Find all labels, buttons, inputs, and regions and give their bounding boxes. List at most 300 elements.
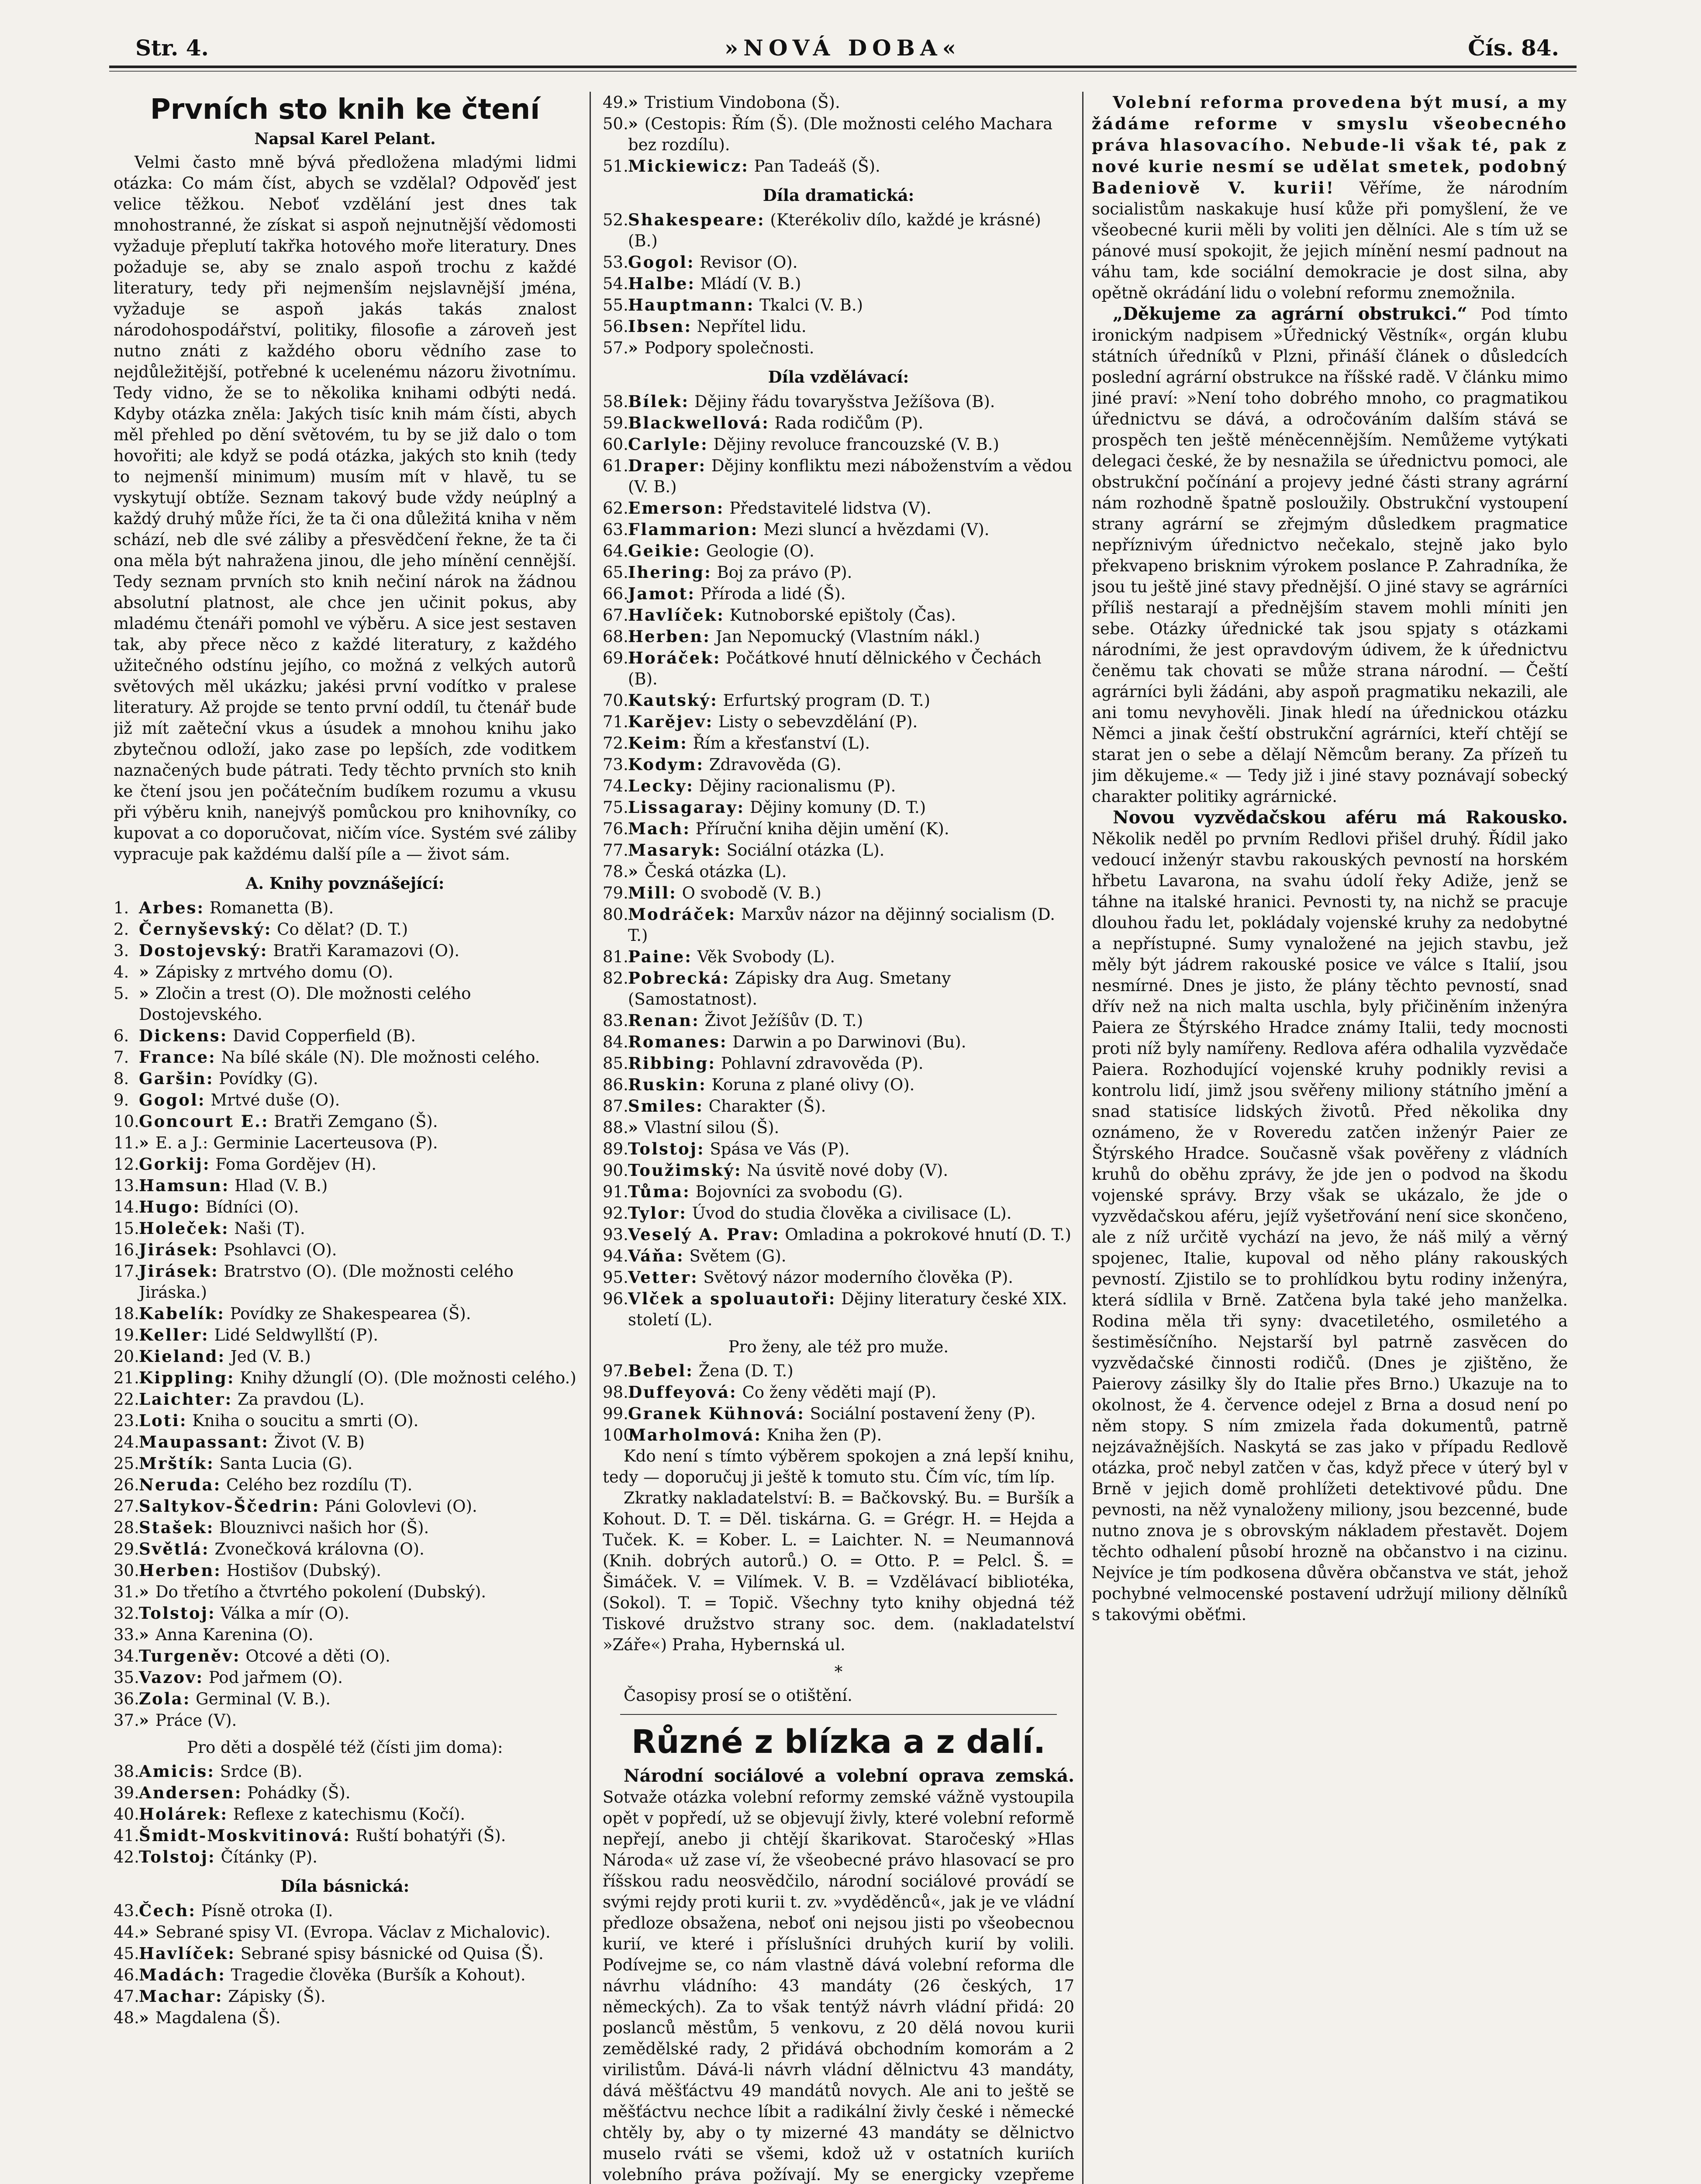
book-author: Granek Kühnová: (628, 1404, 805, 1423)
book-author: Mill: (628, 883, 677, 902)
book-author: Váňa: (628, 1246, 684, 1265)
book-number: 21. (114, 1368, 139, 1387)
book-entry (603, 711, 1074, 733)
book-number: 94. (603, 1247, 628, 1265)
book-title: Povídky ze Shakespeareа (Š). (230, 1304, 471, 1323)
book-list (603, 391, 1074, 1330)
book-author: » (139, 2008, 151, 2027)
book-title: Dějiny literatury české XIX. století (L). (628, 1289, 1067, 1329)
book-author: Herben: (139, 1561, 221, 1580)
book-number: 100. (603, 1426, 639, 1444)
book-author: Lissagaray: (628, 798, 745, 817)
book-number: 79. (603, 884, 628, 902)
book-author: Tylor: (628, 1203, 687, 1223)
book-number: 86. (603, 1075, 628, 1094)
book-entry (114, 1089, 576, 1111)
book-entry (114, 1389, 576, 1410)
book-author: Turgeněv: (139, 1646, 241, 1666)
book-entry (603, 391, 1074, 412)
book-title: Omladina a pokrokové hnutí (D. T.) (785, 1225, 1071, 1244)
book-title: Vlastní silou (Š). (644, 1118, 780, 1137)
book-title: Charakter (Š). (708, 1097, 826, 1116)
column-3 (1092, 92, 1568, 2184)
book-author: Karějev: (628, 712, 714, 731)
book-author: Pobrecká: (628, 968, 730, 988)
article-body: Velmi často mně bývá předložena mladými lidmi otázka: Co mám číst, abych se vzdělal? Odpověď jest velice těžkou. Neboť vzdělání jest dnes tak mnohostranné, že získat si aspoň nejnutnější vědomosti vyžaduje přeplutí takřka hotového moře literatury. Dnes požaduje se, aby se znalo aspoň trochu z každé literatury, tedy při nejmenším nejslavnější jména, vyžaduje se aspoň jakás takás znalost národohospodářství, politiky, filosofie a zároveň jest nutno znáti z každého oboru vědního zase to nejdůležitější, potřebné k ucelenému názoru životnímu. Tedy vidno, že se to několika knihami odbýti nedá. Kdyby otázka zněla: Jakých tisíc knih mám čísti, abych měl přehled po dění světovém, tu by se již dalo o tom hovořiti; ale když se podá otázka, jakých sto knih (tedy to nejmenší minimum) musím mít v hlavě, tu se vyskytují obtíže. Seznam takový bude vždy neúplný a každý druhý může říci, že ta či ona důležitá kniha v něm schází, neb dle své záliby a přesvědčení řekne, že ta či ona měla být nahražena jinou, dle jeho mínění cennější. Tedy seznam prvních sto knih nečiní nárok na žádnou absolutní platnost, ale chce jen učinit pokus, aby mladému čtenáři pomohl ve výběru. A sice jest sestaven tak, aby přece něco z každé literatury, z každého užitečného odstínu jejího, co možná z velkých autorů světových měl ukázku; jakési první vodítko v pralese literatury. Až projde se tento první oddíl, tu čtenář bude již mít zaěteční vkus a úsudek a mnohou knihu jako zbytečnou odloží, jako zase po lepších, zde voditkem naznačených bude pátrati. Tedy těchto prvních sto knih ke čtení jsou jen počátečním budíkem rozumu a vkusu při výběru knih, nanejvýš pomůckou pro knihovníky, co kupovat a co doporučovat, ničím více. Systém své záliby vypracuje pak každému další píle a — život sám. (114, 153, 576, 864)
book-number: 32. (114, 1604, 139, 1623)
book-entry (114, 897, 576, 919)
book-entry (603, 540, 1074, 562)
book-title: Práce (V). (155, 1711, 237, 1730)
book-number: 45. (114, 1944, 139, 1963)
book-author: Tolstoj: (139, 1847, 216, 1866)
book-entry (114, 2007, 576, 2028)
book-author: » (139, 1582, 151, 1601)
book-entry (603, 1117, 1074, 1138)
book-title: Rada rodičům (P). (774, 414, 924, 432)
book-number: 39. (114, 1783, 139, 1802)
book-title: Dějiny racionalismu (P). (699, 777, 896, 795)
news-item-emphasis: Volební reforma provedena být musí, a my žádáme reforme v smyslu všeobecného práva hlasovacího. Nebude-li však té, pak z nové kurie nesmí se udělat smetek, podobný Badeniově V. kurii! (1092, 93, 1568, 197)
news-item (1092, 807, 1568, 1625)
book-title: E. a J.: Germinie Lacerteusova (P). (155, 1133, 438, 1152)
book-author: Hugo: (139, 1197, 201, 1216)
book-author: Machar: (139, 1987, 223, 2006)
book-number: 10. (114, 1112, 139, 1131)
book-author: Renan: (628, 1011, 700, 1030)
book-author: Ihering: (628, 563, 712, 582)
book-title: Revisor (O). (700, 253, 798, 272)
book-number: 69. (603, 649, 628, 667)
book-title: Na bílé skále (N). Dle možnosti celého. (221, 1048, 540, 1067)
book-author: » (628, 93, 640, 112)
book-entry (114, 1175, 576, 1196)
book-entry (603, 316, 1074, 337)
book-title: O svobodě (V. B.) (682, 884, 821, 902)
book-entry (114, 1154, 576, 1175)
header-rule (109, 66, 1577, 68)
book-author: Jamot: (628, 584, 696, 603)
book-entry (603, 1053, 1074, 1074)
book-entry (603, 605, 1074, 626)
book-title: Magdalena (Š). (155, 2008, 281, 2027)
column-2 (603, 92, 1074, 2184)
book-entry (603, 1010, 1074, 1031)
book-title: Sebrané spisy VI. (Evropa. Václav z Michalovic). (155, 1923, 551, 1942)
book-title: Řím a křesťanství (L). (693, 734, 870, 753)
book-title: Čítánky (P). (221, 1848, 317, 1866)
book-title: Mezi sluncí a hvězdami (V). (763, 520, 990, 539)
book-author: Bílek: (628, 392, 690, 411)
book-title: Zápisky (Š). (228, 1987, 326, 2006)
book-number: 29. (114, 1540, 139, 1559)
book-list (114, 1761, 576, 1868)
book-entry (114, 1624, 576, 1645)
book-author: Jirásek: (139, 1240, 219, 1259)
book-entry (114, 1196, 576, 1218)
book-entry (603, 1424, 1074, 1446)
book-title: Naši (T). (234, 1219, 305, 1238)
book-entry (114, 1560, 576, 1581)
book-author: Mach: (628, 819, 691, 838)
book-title: Zápisky dra Aug. Smetany (Samostatnost). (628, 969, 951, 1009)
book-number: 13. (114, 1176, 139, 1195)
book-number: 70. (603, 691, 628, 710)
book-number: 91. (603, 1182, 628, 1201)
book-entry (114, 1517, 576, 1538)
book-title: Reflexe z katechismu (Kočí). (233, 1805, 466, 1824)
book-entry (603, 904, 1074, 946)
book-author: Keim: (628, 733, 688, 753)
book-entry (603, 690, 1074, 711)
book-number: 27. (114, 1497, 139, 1516)
book-entry (114, 1303, 576, 1324)
book-entry (114, 919, 576, 940)
book-entry (114, 1324, 576, 1346)
book-title: Dějiny komuny (D. T.) (749, 798, 926, 817)
book-number: 96. (603, 1289, 628, 1308)
book-title: Do třetího a čtvrtého pokolení (Dubský). (155, 1583, 486, 1601)
book-author: Maupassant: (139, 1432, 269, 1451)
book-author: Havlíček: (139, 1944, 235, 1963)
book-entry (114, 1825, 576, 1846)
news-item-heading: Novou vyzvědačskou aféru má Rakousko. (1113, 807, 1568, 828)
book-number: 61. (603, 456, 628, 475)
book-title: Foma Gordějev (H). (215, 1155, 377, 1174)
book-number: 98. (603, 1383, 628, 1402)
book-number: 57. (603, 339, 628, 357)
book-entry (603, 626, 1074, 647)
book-number: 56. (603, 317, 628, 336)
book-title: Marxův názor na dějinný socialism (D. T.) (628, 905, 1055, 945)
book-author: Veselý A. Prav: (628, 1225, 780, 1244)
book-entry (114, 1986, 576, 2007)
book-entry (603, 968, 1074, 1010)
book-entry (114, 1538, 576, 1560)
book-title: Sociální otázka (L). (726, 841, 885, 860)
book-entry (603, 1224, 1074, 1245)
book-author: Světlá: (139, 1539, 210, 1559)
book-author: Mickiewicz: (628, 156, 749, 176)
book-entry (603, 840, 1074, 861)
column-1 (114, 92, 576, 2184)
book-author: Arbes: (139, 898, 205, 917)
book-author: » (139, 1922, 151, 1942)
book-title: Co dělat? (D. T.) (277, 920, 408, 939)
book-number: 84. (603, 1033, 628, 1051)
book-author: Toužimský: (628, 1161, 742, 1180)
book-number: 64. (603, 542, 628, 560)
book-author: » (628, 862, 640, 881)
book-author: Neruda: (139, 1475, 221, 1494)
book-title: Sebrané spisy básnické od Quisa (Š). (240, 1944, 544, 1963)
book-entry (114, 1710, 576, 1731)
book-author: Černyševský: (139, 919, 272, 939)
column-divider (1082, 92, 1083, 2184)
book-number: 72. (603, 734, 628, 753)
news-item-heading: Národní sociálové a volební oprava zemská. (624, 1766, 1074, 1786)
book-list (603, 209, 1074, 359)
book-title: Život Ježíšův (D. T.) (704, 1011, 863, 1030)
book-number: 2. (114, 920, 129, 939)
book-entry (603, 209, 1074, 252)
book-title: David Copperfield (B). (233, 1026, 416, 1045)
book-author: Halbe: (628, 274, 696, 293)
book-entry (114, 1367, 576, 1389)
book-number: 41. (114, 1826, 139, 1845)
masthead: »NOVÁ DOBA« (725, 35, 961, 61)
book-title: Pohádky (Š). (247, 1783, 351, 1802)
book-title: Tkalci (V. B.) (759, 296, 863, 314)
book-number: 97. (603, 1362, 628, 1380)
book-title: Zápisky z mrtvého domu (O). (155, 963, 393, 981)
book-entry (603, 113, 1074, 156)
book-author: Vazov: (139, 1668, 204, 1687)
book-title: Úvod do studia člověka a civilisace (L). (692, 1204, 1012, 1223)
book-author: Blackwellová: (628, 413, 769, 432)
asterisk-separator: * (834, 1662, 843, 1681)
book-entry (114, 1667, 576, 1688)
book-author: Kodym: (628, 755, 704, 774)
book-number: 25. (114, 1454, 139, 1473)
book-title: Tristium Vindobona (Š). (644, 93, 840, 112)
book-title: Sociální postavení ženy (P). (810, 1404, 1036, 1423)
book-number: 26. (114, 1476, 139, 1494)
book-entry (603, 1095, 1074, 1117)
book-number: 1. (114, 898, 129, 917)
book-title: Páni Golovlevi (O). (325, 1497, 477, 1516)
book-entry (114, 1111, 576, 1132)
book-number: 82. (603, 969, 628, 988)
book-author: Geikie: (628, 541, 701, 560)
book-title: Romanetta (B). (209, 898, 334, 917)
book-list (603, 1360, 1074, 1446)
book-number: 17. (114, 1262, 139, 1281)
book-number: 95. (603, 1268, 628, 1287)
book-title: Nepřítel lidu. (697, 317, 807, 336)
book-author: » (628, 114, 640, 133)
book-number: 14. (114, 1198, 139, 1216)
book-number: 35. (114, 1668, 139, 1687)
book-author: » (628, 338, 640, 357)
book-title: Srdce (B). (220, 1762, 303, 1781)
book-entry (114, 961, 576, 983)
book-number: 78. (603, 862, 628, 881)
book-entry (603, 519, 1074, 540)
book-number: 52. (603, 211, 628, 229)
book-number: 23. (114, 1411, 139, 1430)
book-entry (603, 562, 1074, 583)
book-title: (Cestopis: Řím (Š). (Dle možnosti celého Machara bez rozdílu). (628, 114, 1053, 154)
book-entry (603, 583, 1074, 605)
book-author: Marholmová: (628, 1425, 762, 1444)
book-entry (114, 1804, 576, 1825)
book-entry (114, 1346, 576, 1367)
book-title: Kniha žen (P). (766, 1426, 882, 1444)
book-author: Vetter: (628, 1268, 698, 1287)
book-author: Ruskin: (628, 1075, 707, 1094)
book-number: 93. (603, 1225, 628, 1244)
book-entry (603, 1267, 1074, 1288)
book-number: 59. (603, 414, 628, 432)
book-author: Holárek: (139, 1804, 228, 1824)
book-author: Kippling: (139, 1368, 235, 1387)
book-title: Pod jařmem (O). (208, 1668, 343, 1687)
book-number: 99. (603, 1404, 628, 1423)
book-author: Gorkij: (139, 1154, 210, 1174)
book-number: 31. (114, 1583, 139, 1601)
book-entry (114, 1261, 576, 1303)
book-number: 58. (603, 392, 628, 411)
book-number: 46. (114, 1966, 139, 1984)
book-number: 33. (114, 1625, 139, 1644)
book-author: Draper: (628, 456, 707, 475)
book-entry (603, 1031, 1074, 1053)
book-title: Válka a mír (O). (221, 1604, 350, 1623)
book-entry (603, 1074, 1074, 1095)
book-title: Zvonečková královna (O). (214, 1540, 424, 1559)
book-title: Spása ve Vás (P). (710, 1140, 850, 1158)
book-title: Santa Lucia (G). (219, 1454, 353, 1473)
book-number: 9. (114, 1091, 129, 1109)
book-author: Zola: (139, 1689, 191, 1708)
book-author: Amicis: (139, 1762, 215, 1781)
book-title: Erfurtský program (D. T.) (723, 691, 931, 710)
book-author: Dickens: (139, 1026, 228, 1045)
book-entry (603, 861, 1074, 882)
book-entry (603, 754, 1074, 775)
article-title: Prvních sto knih ke čtení (150, 93, 540, 126)
book-title: Koruna z plané olivy (O). (711, 1075, 915, 1094)
book-title: (Kterékoliv dílo, každé je krásné) (B.) (628, 211, 1041, 250)
book-entry (603, 1403, 1074, 1424)
book-entry (114, 940, 576, 961)
book-author: Kieland: (139, 1347, 226, 1366)
book-title: Pan Tadeáš (Š). (754, 157, 880, 176)
book-author: Andersen: (139, 1783, 242, 1802)
book-number: 65. (603, 563, 628, 582)
book-entry (114, 983, 576, 1025)
book-author: » (628, 1118, 640, 1137)
book-entry (603, 1382, 1074, 1403)
book-entry (603, 733, 1074, 754)
book-title: Příruční kniha dějin umění (K). (695, 819, 949, 838)
book-entry (603, 946, 1074, 968)
book-entry (114, 1688, 576, 1710)
book-entry (603, 1138, 1074, 1160)
news-item-heading: „Děkujeme za agrární obstrukci.“ (1113, 304, 1467, 324)
book-author: Gogol: (139, 1090, 206, 1109)
book-author: Flammarion: (628, 520, 759, 539)
news-item (1092, 304, 1568, 807)
book-author: Laichter: (139, 1389, 233, 1409)
book-author: Romanes: (628, 1032, 728, 1051)
book-author: Madách: (139, 1965, 226, 1984)
book-title: Hlad (V. B.) (235, 1176, 328, 1195)
book-title: Písně otroka (I). (201, 1901, 333, 1920)
book-number: 49. (603, 93, 628, 112)
book-title: Dějiny řádu tovaryšstva Ježíšova (B). (694, 392, 995, 411)
book-title: Kutnoborské epištoly (Čas). (729, 606, 956, 625)
book-entry (114, 1900, 576, 1921)
book-title: Germinal (V. B.). (196, 1690, 331, 1708)
book-entry (114, 1218, 576, 1239)
book-entry (603, 92, 1074, 113)
book-entry (603, 647, 1074, 690)
book-number: 54. (603, 274, 628, 293)
book-title: Zločin a trest (O). Dle možnosti celého Dostojevského. (139, 984, 471, 1024)
book-entry (603, 1245, 1074, 1267)
book-number: 34. (114, 1647, 139, 1666)
book-number: 63. (603, 520, 628, 539)
news-section-title: Různé z blízka a z dalí. (631, 1723, 1046, 1761)
book-number: 48. (114, 2008, 139, 2027)
book-number: 73. (603, 755, 628, 774)
book-number: 83. (603, 1011, 628, 1030)
book-author: Ibsen: (628, 317, 692, 336)
book-author: Shakespeare: (628, 210, 765, 229)
book-entry (114, 1132, 576, 1154)
book-number: 66. (603, 584, 628, 603)
reprint-note: Časopisy prosí se o otištění. (624, 1686, 852, 1705)
book-number: 6. (114, 1026, 129, 1045)
book-entry (114, 1496, 576, 1517)
book-number: 7. (114, 1048, 129, 1067)
book-number: 8. (114, 1069, 129, 1088)
book-title: Jan Nepomucký (Vlastním nákl.) (715, 627, 980, 646)
book-entry (603, 1288, 1074, 1330)
book-author: Emerson: (628, 498, 725, 518)
book-number: 53. (603, 253, 628, 272)
book-title: Světem (G). (689, 1247, 787, 1265)
book-title: Otcové a děti (O). (245, 1647, 390, 1666)
book-author: Duffeyová: (628, 1382, 737, 1402)
book-number: 92. (603, 1204, 628, 1223)
book-title: Anna Karenina (O). (155, 1625, 314, 1644)
news-item-text: Věříme, že národním socialistům naskakuje husí kůže při pomyšlení, že ve všeobecné kurii měli by voliti jen dělníci. Ale s tím už se pánové musí spokojit, že jejich mínění nesmí padnout na váhu tam, kde sociální demokracie je dost silna, aby opětně okrádání lidu o volební reformu znemožnila. (1092, 179, 1568, 302)
book-entry (603, 337, 1074, 359)
book-entry (603, 252, 1074, 273)
book-number: 3. (114, 941, 129, 960)
book-number: 4. (114, 963, 129, 981)
book-entry (603, 882, 1074, 904)
news-item-text: Sotvaže otázka volební reformy zemské vážně vystoupila opět v popředí, už se objevují živly, které volební reformě nepřejí, anebo ji chtějí škarikovat. Staročeský »Hlas Národa« už zase ví, že všeobecné právo hlasovací se pro říšskou radu neosvědčilo, národní sociálové provádí se svými rejdy proti kurii t. zv. »vyděděnců«, jak je ve vládní předloze obsažena, neboť oni nejsou jisti po všeobecnou kurií, ve které i příslušníci druhých kurií by volili. Podívejme se, co nám vlastně dává volební reforma dle návrhu vládního: 43 mandáty (26 českých, 17 německých). Za to však tentýž návrh vládní přidá: 20 poslanců městům, 5 venkovu, z 20 dělá novou kurii zemědělské rady, 2 přidává obchodním komorám a 2 virilistům. Dává-li návrh vládní dělnictvu 43 mandáty, dává měšťáctvu 49 mandátů novych. Ale ani to ještě se měšťáctvu nechce líbit a radikální živly české i německé chtěly by, aby o ty mizerné 43 mandáty se dělnictvo muselo rváti se všemi, kdož už v ostatních kuriích volebního práva požívají. My se energicky vzepřeme (603, 1788, 1074, 2184)
book-number: 40. (114, 1805, 139, 1824)
book-entry (114, 1603, 576, 1624)
book-entry (114, 1474, 576, 1496)
book-author: Jirásek: (139, 1261, 219, 1281)
book-title: Představitelé lidstva (V). (729, 499, 932, 518)
book-author: Dostojevský: (139, 941, 268, 960)
book-title: Bratrstvo (O). (Dle možnosti celého Jiráska.) (139, 1262, 514, 1302)
book-title: Lidé Seldwyllští (P). (214, 1326, 379, 1344)
book-number: 12. (114, 1155, 139, 1174)
book-author: Šmidt-Moskvitinová: (139, 1826, 351, 1845)
book-number: 42. (114, 1848, 139, 1866)
book-author: Smiles: (628, 1096, 704, 1116)
book-number: 77. (603, 841, 628, 860)
book-title: Žena (D. T.) (698, 1362, 794, 1380)
book-author: Gogol: (628, 252, 695, 272)
book-entry (114, 1025, 576, 1047)
book-number: 60. (603, 435, 628, 454)
book-title: Česká otázka (L). (644, 862, 787, 881)
book-author: Horáček: (628, 648, 721, 667)
book-author: Čech: (139, 1901, 197, 1920)
book-author: Kautský: (628, 691, 718, 710)
book-entry (114, 1410, 576, 1431)
book-number: 18. (114, 1304, 139, 1323)
